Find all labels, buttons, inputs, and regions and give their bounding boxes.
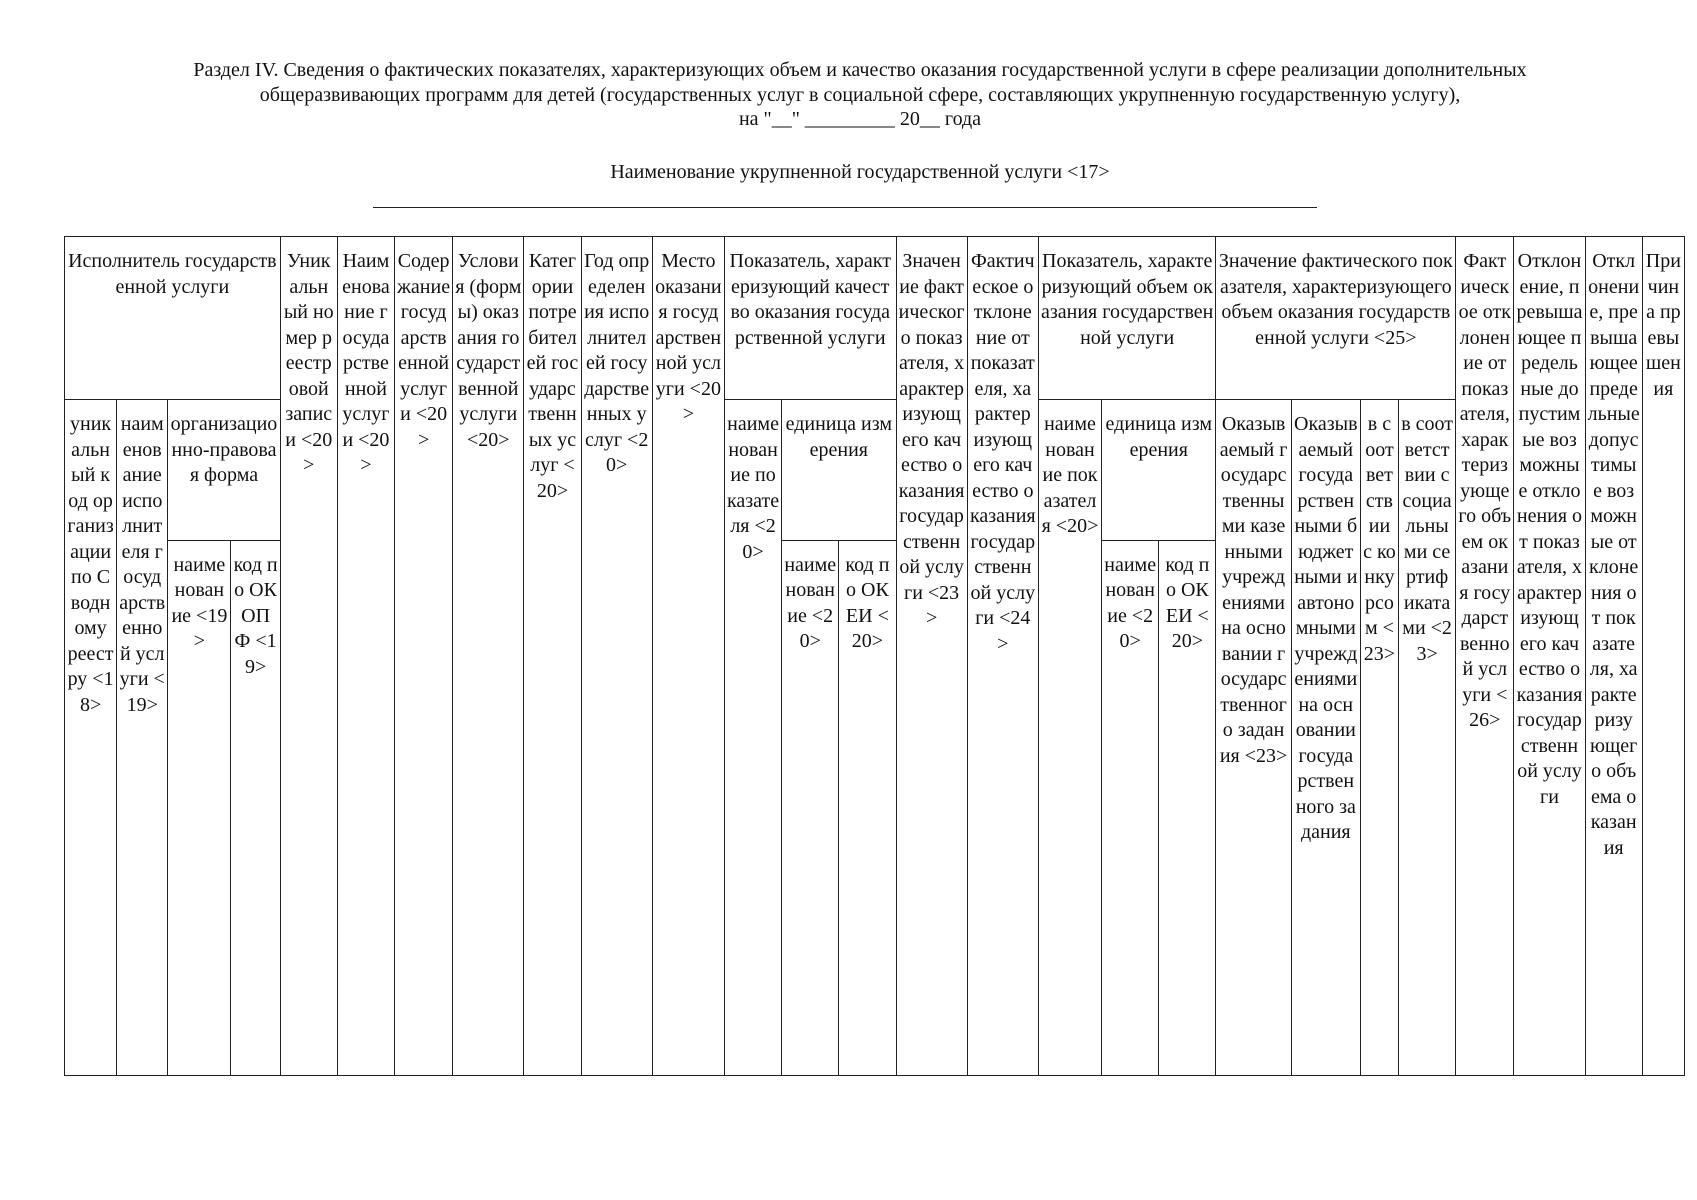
executor-group-header: Исполнитель государственной услуги (65, 237, 281, 400)
selection-year-header: Год определения исполнителей государственных услуг <20> (581, 237, 652, 1076)
executor-okopf-code-header: код по ОКОПФ <19> (231, 540, 280, 1076)
quality-actual-value-header: Значение фактического показателя, характеризующего качество оказания государственной услуги <23> (896, 237, 967, 1076)
volume-unit-name-header: наименование <20> (1102, 540, 1159, 1076)
quality-indicator-name-header: наименование показателя <20> (724, 400, 781, 1076)
header-row-1 (65, 237, 1685, 400)
quality-actual-deviation-header: Фактическое отклонение от показателя, характеризующего качество оказания государственной услуги <24> (967, 237, 1038, 1076)
quality-indicator-group-header: Показатель, характеризующий качество оказания государственной услуги (724, 237, 896, 400)
service-content-header: Содержание государственной услуги <20> (395, 237, 453, 1076)
section-title-line-3: на "__" _________ 20__ года (738, 108, 982, 130)
service-title-header: Наименование государственной услуги <20> (337, 237, 394, 1076)
exceed-reason-header: Причина превышения (1642, 237, 1684, 1076)
volume-actual-deviation-header: Фактическое отклонение от показателя, характеризующего объем оказания государственной услуги <26> (1456, 237, 1514, 1076)
volume-by-state-institutions-header: Оказываемый государственными казенными учреждениями на основании государственного задания <23> (1216, 400, 1291, 1076)
volume-by-contest-header: в соответствии с конкурсом <23> (1360, 400, 1398, 1076)
volume-by-budget-autonomous-header: Оказываемый государственными бюджетными и автономными учреждениями на основании государственного задания (1291, 400, 1360, 1076)
service-conditions-header: Условия (формы) оказания государственной услуги <20> (453, 237, 524, 1076)
volume-indicator-name-header: наименование показателя <20> (1038, 400, 1101, 1076)
volume-by-certificates-header: в соответствии с социальными сертификатами <23> (1399, 400, 1456, 1076)
indicators-table (64, 236, 1685, 1076)
section-title (60, 58, 1660, 132)
quality-unit-header: единица измерения (782, 400, 896, 541)
quality-unit-okei-header: код по ОКЕИ <20> (839, 540, 896, 1076)
executor-registry-code-header: уникальный код организации по Сводному реестру <18> (65, 400, 117, 1076)
executor-legal-form-header: организационно-правовая форма (168, 400, 280, 541)
quality-exceeding-deviation-header: Отклонение, превышающее предельные допустимые возможные отклонения от показателя, характеризующего качество оказания государственной услуги (1514, 237, 1585, 1076)
section-title-line-2: общеразвивающих программ для детей (государственных услуг в социальной сфере, составляющих укрупненную государственную услугу), (259, 83, 1461, 106)
section-title-line-1: Раздел IV. Сведения о фактических показателях, характеризующих объем и качество оказания государственной услуги в сфере реализации дополнительных (193, 59, 1527, 81)
volume-exceeding-deviation-header: Отклонение, превышающее предельные допустимые возможные отклонения от показателя, характеризующего объема оказания (1585, 237, 1642, 1076)
service-name-label: Наименование укрупненной государственной услуги <17> (610, 161, 1110, 183)
volume-unit-header: единица измерения (1102, 400, 1216, 541)
volume-unit-okei-header: код по ОКЕИ <20> (1159, 540, 1216, 1076)
quality-unit-name-header: наименование <20> (782, 540, 839, 1076)
service-name-fill-line (373, 207, 1317, 208)
consumer-categories-header: Категории потребителей государственных услуг <20> (524, 237, 581, 1076)
service-place-header: Место оказания государственной услуги <20> (652, 237, 724, 1076)
registry-number-header: Уникальный номер реестровой записи <20> (280, 237, 337, 1076)
executor-name-header: наименование исполнителя государственной услуги <19> (117, 400, 168, 1076)
volume-indicator-group-header: Показатель, характеризующий объем оказания государственной услуги (1038, 237, 1216, 400)
executor-legal-form-name-header: наименование <19> (168, 540, 231, 1076)
volume-actual-group-header: Значение фактического показателя, характеризующего объем оказания государственной услуги <25> (1216, 237, 1456, 400)
